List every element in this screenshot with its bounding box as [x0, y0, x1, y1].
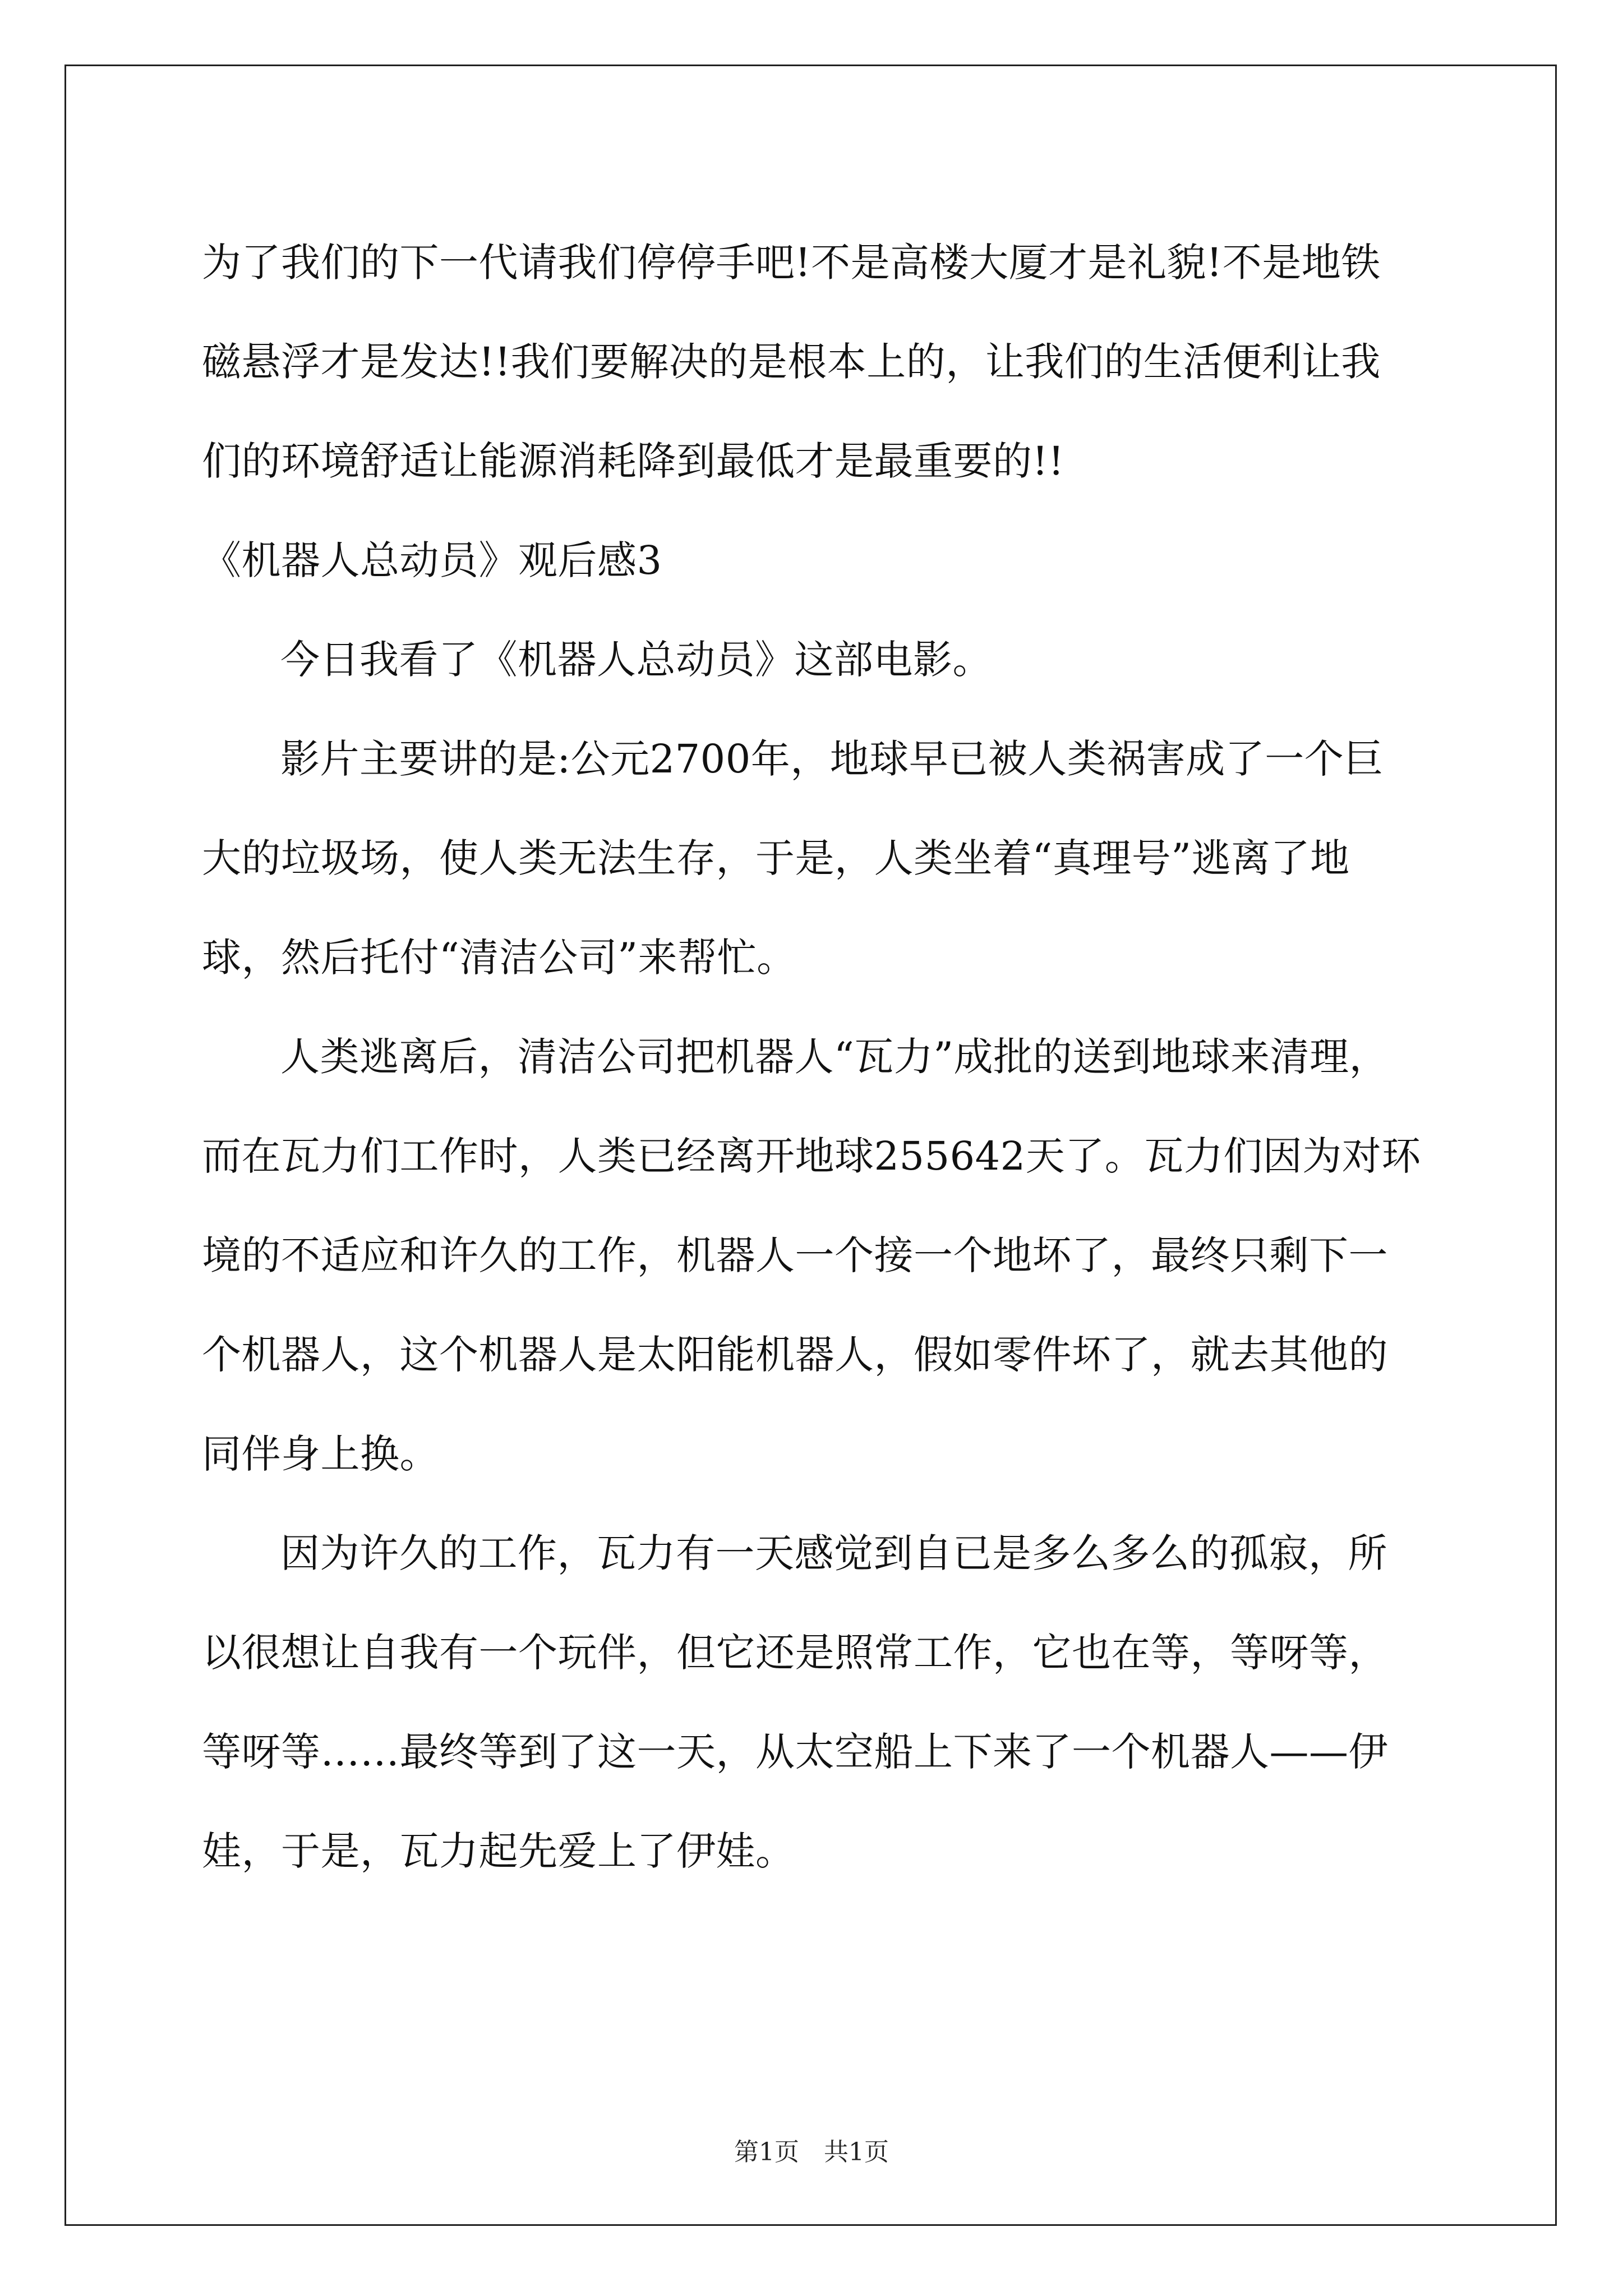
text-line: 为了我们的下一代请我们停停手吧!不是高楼大厦才是礼貌!不是地铁: [202, 240, 1381, 286]
paragraph-start-line: 影片主要讲的是:公元2700年，地球早已被人类祸害成了一个巨: [280, 736, 1384, 782]
text-line: 个机器人，这个机器人是太阳能机器人，假如零件坏了，就去其他的: [202, 1332, 1388, 1378]
text-line: 球，然后托付“清洁公司”来帮忙。: [202, 935, 796, 981]
paragraph-start-line: 因为许久的工作，瓦力有一天感觉到自已是多么多么的孤寂，所: [280, 1530, 1387, 1576]
text-line: 大的垃圾场，使人类无法生存，于是，人类坐着“真理号”逃离了地: [202, 835, 1350, 881]
text-line: 境的不适应和许久的工作，机器人一个接一个地坏了，最终只剩下一: [202, 1232, 1388, 1278]
paragraph-start-line: 今日我看了《机器人总动员》这部电影。: [280, 637, 992, 683]
text-line: 同伴身上换。: [202, 1431, 439, 1477]
paragraph-start-line: 人类逃离后，清洁公司把机器人“瓦力”成批的送到地球来清理，: [280, 1034, 1389, 1080]
section-heading: 《机器人总动员》观后感3: [202, 537, 662, 583]
document-body: [202, 213, 1436, 1901]
page-number-footer: 第1页 共1页: [734, 2138, 889, 2166]
text-line: 而在瓦力们工作时，人类已经离开地球255642天了。瓦力们因为对环: [202, 1133, 1421, 1179]
text-line: 娃，于是，瓦力起先爱上了伊娃。: [202, 1828, 795, 1874]
text-line: 等呀等……最终等到了这一天，从太空船上下来了一个机器人——伊: [202, 1729, 1388, 1775]
text-line: 磁悬浮才是发达!!我们要解决的是根本上的，让我们的生活便利让我: [202, 339, 1381, 385]
text-line: 以很想让自我有一个玩伴，但它还是照常工作，它也在等，等呀等，: [202, 1630, 1388, 1676]
text-line: 们的环境舒适让能源消耗降到最低才是最重要的!!: [202, 438, 1064, 484]
